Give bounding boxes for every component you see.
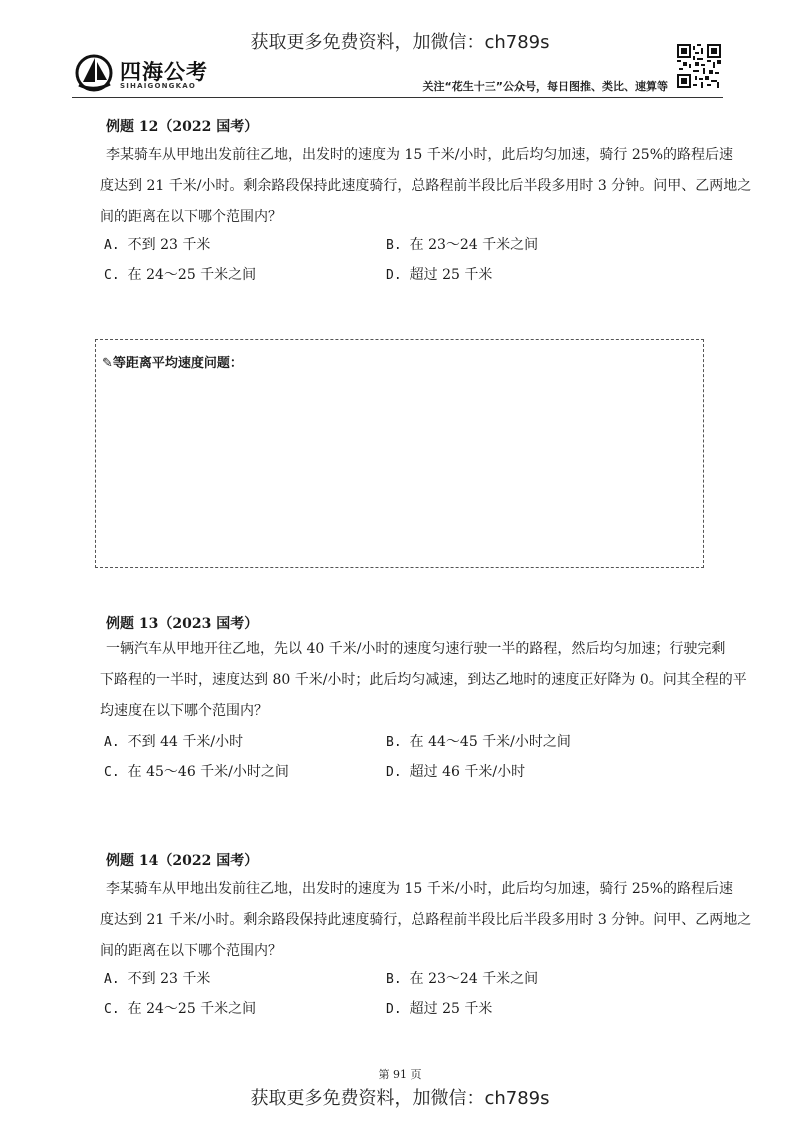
question-line: 李某骑车从甲地出发前往乙地，出发时的速度为 15 千米/小时，此后均匀加速，骑行 25%的路程后速 <box>106 147 733 163</box>
watermark-bottom: 获取更多免费资料，加微信：ch789s <box>250 1088 550 1109</box>
option-text: 超过 25 千米 <box>409 1001 493 1017</box>
option-letter: D. <box>386 765 402 780</box>
question-line: 间的距离在以下哪个范围内？ <box>100 209 282 225</box>
option-letter: B. <box>386 238 402 253</box>
option-text: 不到 44 千米/小时 <box>127 734 244 750</box>
header-divider <box>72 97 723 98</box>
option-text: 超过 46 千米/小时 <box>409 764 526 780</box>
example-14-question <box>100 874 752 967</box>
question-line: 均速度在以下哪个范围内？ <box>100 703 268 719</box>
option-text: 不到 23 千米 <box>127 237 211 253</box>
option-letter: B. <box>386 735 402 750</box>
option-text: 在 44～45 千米/小时之间 <box>409 734 571 750</box>
option-letter: A. <box>104 238 120 253</box>
option-text: 在 24～25 千米之间 <box>127 267 257 283</box>
example-14-title: 例题 14（2022 国考） <box>106 853 259 869</box>
option-text: 不到 23 千米 <box>127 971 211 987</box>
option-b[interactable] <box>386 234 538 254</box>
qr-code-icon <box>677 44 721 88</box>
sailboat-logo-icon <box>74 52 116 94</box>
option-text: 在 24～25 千米之间 <box>127 1001 257 1017</box>
question-line: 度达到 21 千米/小时。剩余路段保持此速度骑行，总路程前半段比后半段多用时 3 分钟。问甲、乙两地之 <box>100 912 752 928</box>
brand-subtitle: SIHAIGONGKAO <box>120 82 197 90</box>
option-b[interactable] <box>386 731 571 751</box>
notes-box-title: ✎等距离平均速度问题： <box>102 356 243 371</box>
option-letter: C. <box>104 268 120 283</box>
option-d[interactable] <box>386 264 492 284</box>
option-a[interactable] <box>104 968 210 988</box>
option-text: 在 23～24 千米之间 <box>409 237 539 253</box>
question-line: 一辆汽车从甲地开往乙地，先以 40 千米/小时的速度匀速行驶一半的路程，然后均匀加速；行驶完剩 <box>106 641 726 657</box>
question-line: 李某骑车从甲地出发前往乙地，出发时的速度为 15 千米/小时，此后均匀加速，骑行 25%的路程后速 <box>106 881 733 897</box>
question-line: 下路程的一半时，速度达到 80 千米/小时；此后均匀减速，到达乙地时的速度正好降为 0。问其全程的平 <box>100 672 747 688</box>
page-number: 第 91 页 <box>378 1068 422 1081</box>
option-letter: A. <box>104 735 120 750</box>
option-c[interactable] <box>104 998 256 1018</box>
option-d[interactable] <box>386 998 492 1018</box>
option-a[interactable] <box>104 731 243 751</box>
option-letter: D. <box>386 1002 402 1017</box>
option-text: 超过 25 千米 <box>409 267 493 283</box>
question-line: 度达到 21 千米/小时。剩余路段保持此速度骑行，总路程前半段比后半段多用时 3 分钟。问甲、乙两地之 <box>100 178 752 194</box>
example-13-title: 例题 13（2023 国考） <box>106 616 259 632</box>
option-letter: B. <box>386 972 402 987</box>
option-a[interactable] <box>104 234 210 254</box>
option-c[interactable] <box>104 761 289 781</box>
example-12-question <box>100 140 752 233</box>
header-slogan: 关注“花生十三”公众号，每日图推、类比、速算等 <box>422 80 668 93</box>
option-c[interactable] <box>104 264 256 284</box>
option-letter: D. <box>386 268 402 283</box>
option-letter: A. <box>104 972 120 987</box>
option-letter: C. <box>104 765 120 780</box>
option-text: 在 23～24 千米之间 <box>409 971 539 987</box>
watermark-top: 获取更多免费资料，加微信：ch789s <box>250 32 550 53</box>
example-13-question <box>100 634 747 727</box>
option-b[interactable] <box>386 968 538 988</box>
question-line: 间的距离在以下哪个范围内？ <box>100 943 282 959</box>
example-12-title: 例题 12（2022 国考） <box>106 119 259 135</box>
option-letter: C. <box>104 1002 120 1017</box>
notes-box <box>95 339 704 568</box>
option-text: 在 45～46 千米/小时之间 <box>127 764 289 780</box>
option-d[interactable] <box>386 761 525 781</box>
brand-logo <box>74 52 214 96</box>
brand-name: 四海公考 <box>120 60 208 84</box>
